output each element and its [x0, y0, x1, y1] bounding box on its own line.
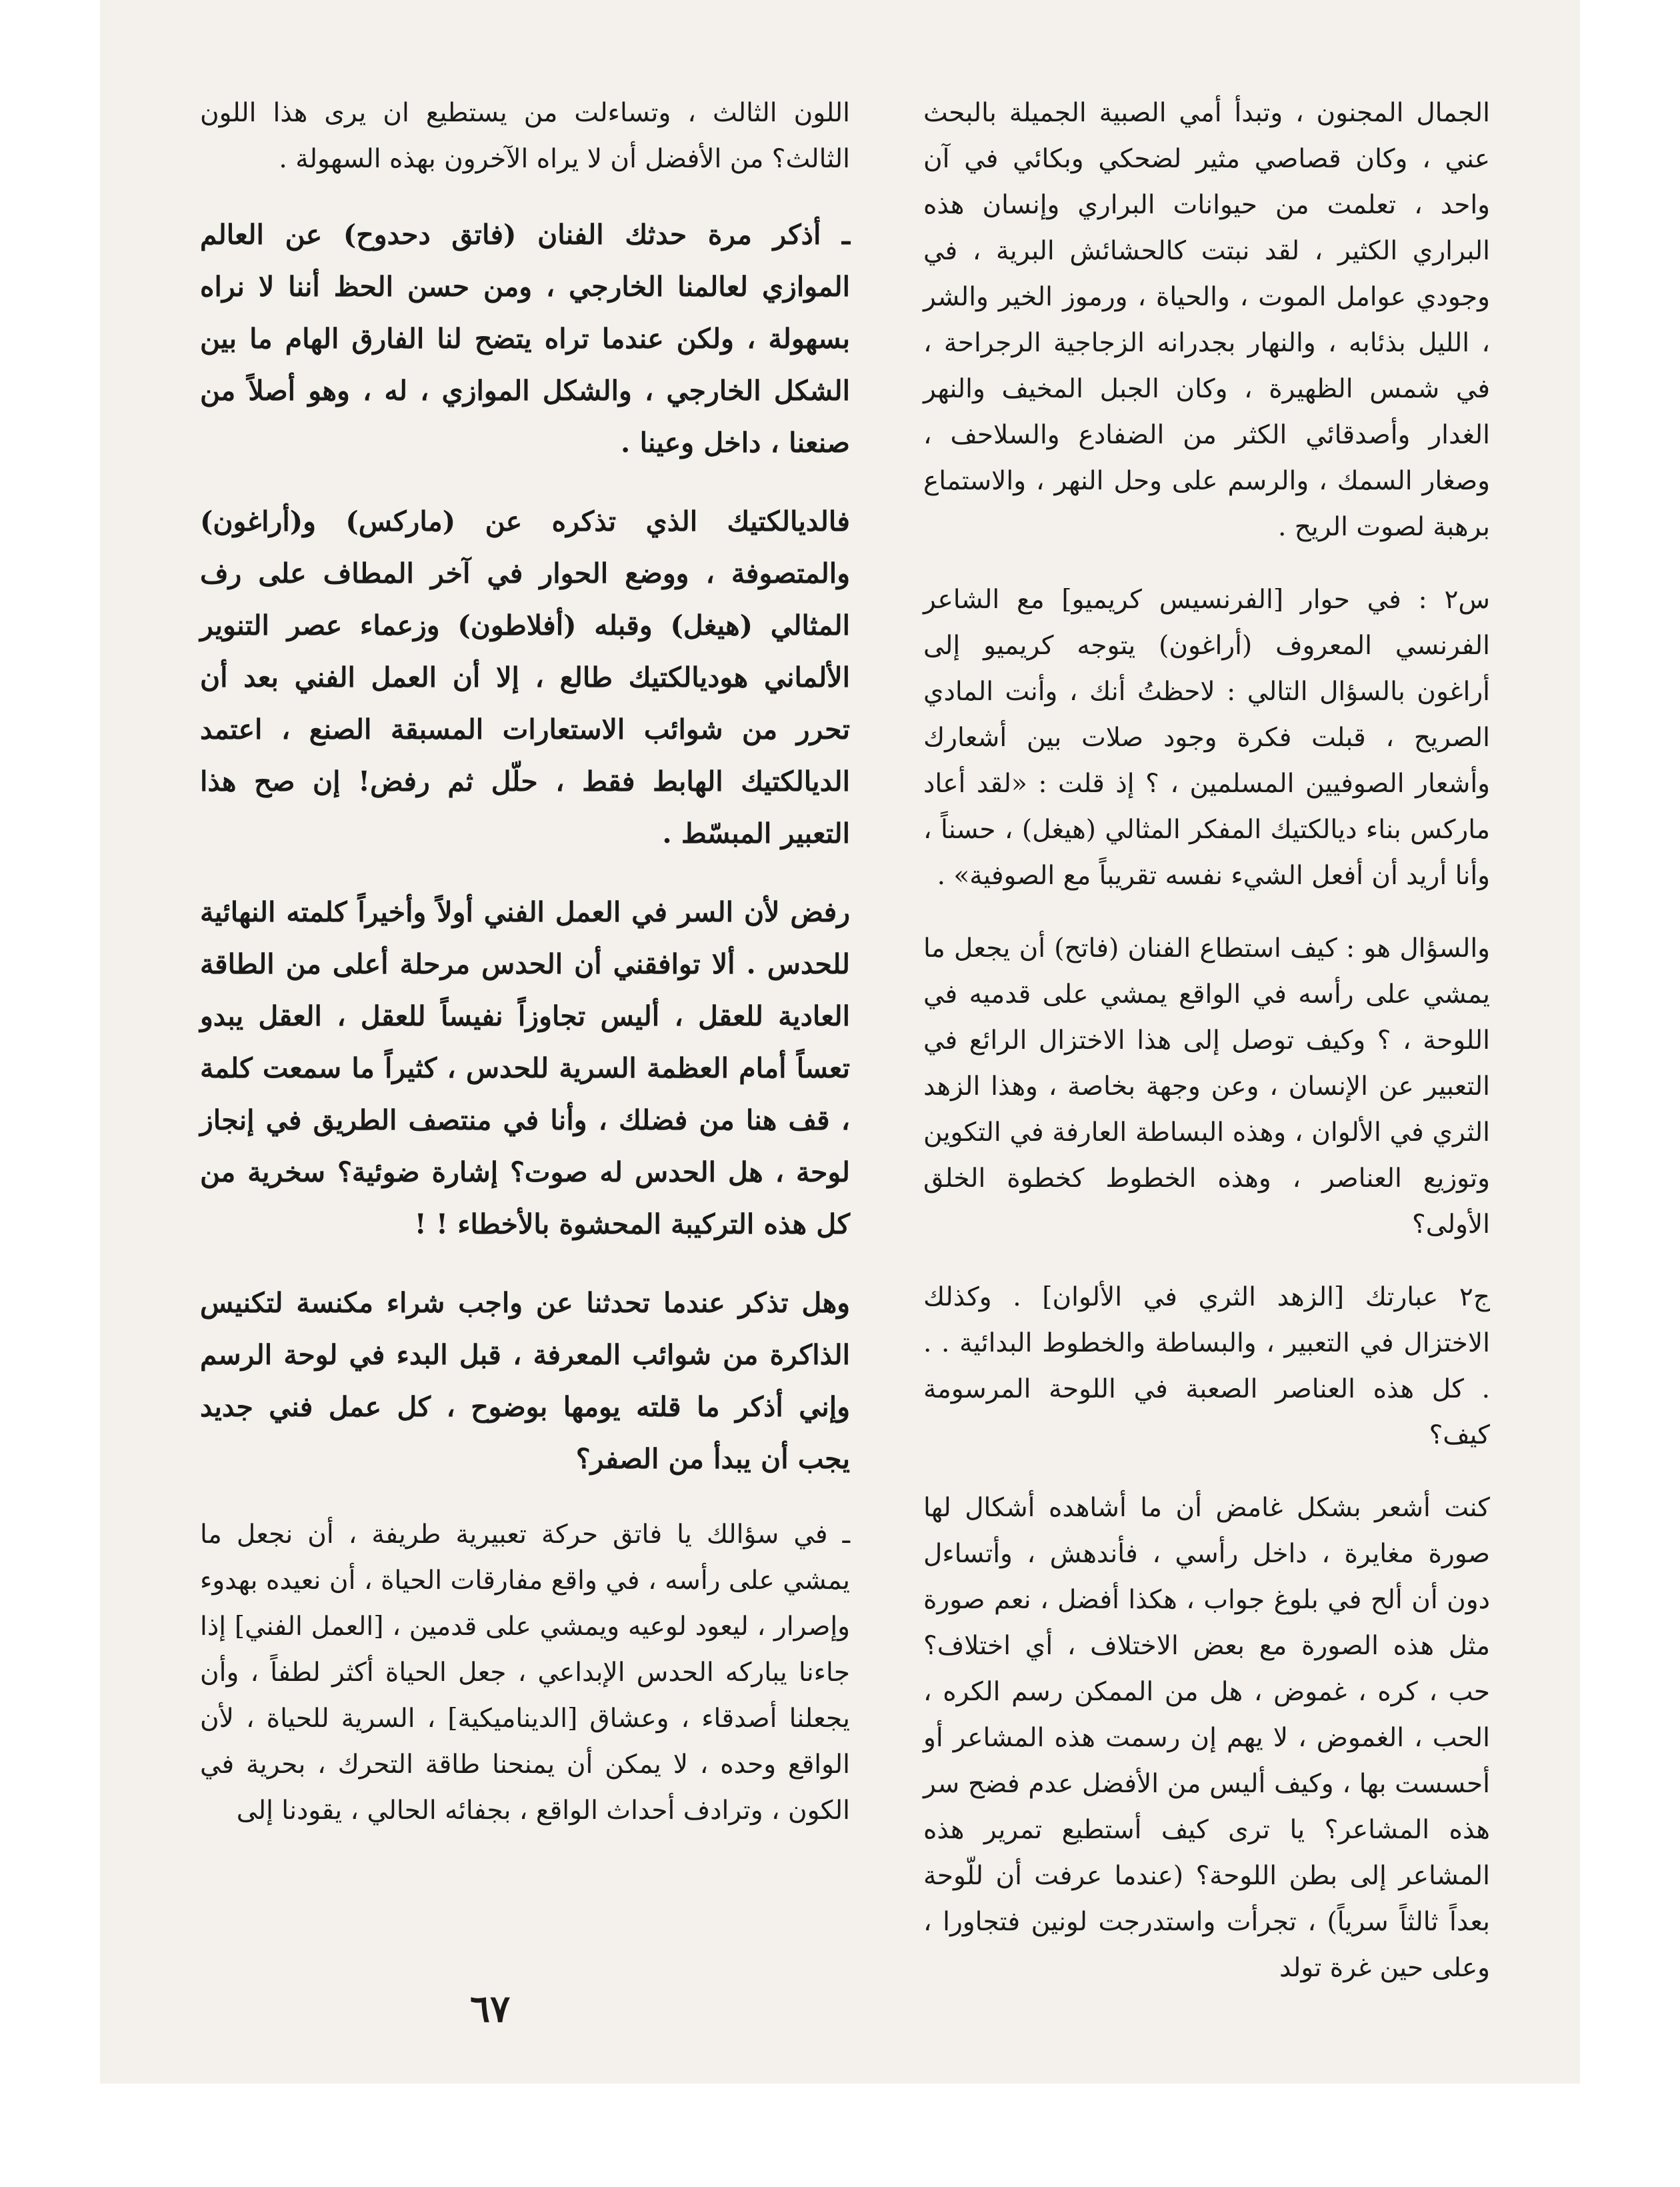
paragraph: اللون الثالث ، وتساءلت من يستطيع ان يرى هذا اللون الثالث؟ من الأفضل أن لا يراه الآخرون بهذه السهولة . — [200, 98, 850, 174]
paragraph: الجمال المجنون ، وتبدأ أمي الصبية الجميلة بالبحث عني ، وكان قصاصي مثير لضحكي وبكائي في آن واحد ، تعلمت من حيوانات البراري وإنسان هذه البراري الكثير ، لقد نبتت كالحشائش البرية ، في وجودي عوامل الموت ، والحياة ، ورموز الخير والشر ، الليل بذئابه ، والنهار بجدرانه الزجاجية الرجراحة ، في شمس الظهيرة ، وكان الجبل المخيف والنهر الغدار وأصدقائي الكثر من الضفادع والسلاحف ، وصغار السمك ، والرسم على وحل النهر ، والاستماع برهبة لصوت الريح . — [923, 98, 1490, 542]
page-number: ٦٧ — [470, 1987, 511, 2031]
paragraph: كنت أشعر بشكل غامض أن ما أشاهده أشكال لها صورة مغايرة ، داخل رأسي ، فأندهش ، وأتساءل دون أن ألح في بلوغ جواب ، هكذا أفضل ، نعم صورة مثل هذه الصورة مع بعض الاختلاف ، أي اختلاف؟ حب ، كره ، غموض ، هل من الممكن رسم الكره ، الحب ، الغموض ، لا يهم إن رسمت هذه المشاعر أو أحسست بها ، وكيف أليس من الأفضل عدم فضح سر هذه المشاعر؟ يا ترى كيف أستطيع تمرير هذه المشاعر إلى بطن اللوحة؟ (عندما عرفت أن للّوحة بعداً ثالثاً سرياً) ، تجرأت واستدرجت لونين فتجاورا ، وعلى حين غرة تولد — [923, 1493, 1490, 1983]
paragraph-bold: فالديالكتيك الذي تذكره عن (ماركس) و(أراغون) والمتصوفة ، ووضع الحوار في آخر المطاف على رف المثالي (هيغل) وقبله (أفلاطون) وزعماء عصر التنوير الألماني هوديالكتيك طالع ، إلا أن العمل الفني بعد أن تحرر من شوائب الاستعارات المسبقة الصنع ، اعتمد الديالكتيك الهابط فقط ، حلّل ثم رفض! إن صح هذا التعبير المبسّط . — [200, 505, 850, 849]
left-column — [200, 90, 850, 1860]
paragraph: ـ في سؤالك يا فاتق حركة تعبيرية طريفة ، أن نجعل ما يمشي على رأسه ، في واقع مفارقات الحياة ، أن نعيده بهدوء وإصرار ، ليعود لوعيه ويمشي على قدمين ، [العمل الفني] إذا جاءنا يباركه الحدس الإبداعي ، جعل الحياة أكثر لطفاً ، وأن يجعلنا أصدقاء ، وعشاق [الديناميكية] ، السرية للحياة ، لأن الواقع وحده ، لا يمكن أن يمنحنا طاقة التحرك ، بحرية في الكون ، وترادف أحداث الواقع ، بجفائه الحالي ، يقودنا إلى — [200, 1520, 850, 1826]
scan-margin — [0, 2084, 1680, 2187]
right-column — [923, 90, 1490, 2018]
paragraph: ج٢ عبارتك [الزهد الثري في الألوان] . وكذلك الاختزال في التعبير ، والبساطة والخطوط البدائية . . . كل هذه العناصر الصعبة في اللوحة المرسومة كيف؟ — [923, 1282, 1490, 1450]
book-page — [100, 0, 1580, 2084]
paragraph-bold: رفض لأن السر في العمل الفني أولاً وأخيراً كلمته النهائية للحدس . ألا توافقني أن الحدس مرحلة أعلى من الطاقة العادية للعقل ، أليس تجاوزاً نفيساً للعقل ، العقل يبدو تعساً أمام العظمة السرية للحدس ، كثيراً ما سمعت كلمة ، قف هنا من فضلك ، وأنا في منتصف الطريق في إنجاز لوحة ، هل الحدس له صوت؟ إشارة ضوئية؟ سخرية من كل هذه التركيبة المحشوة بالأخطاء ! ! — [200, 896, 850, 1240]
paragraph-bold: وهل تذكر عندما تحدثنا عن واجب شراء مكنسة لتكنيس الذاكرة من شوائب المعرفة ، قبل البدء في لوحة الرسم وإني أذكر ما قلته يومها بوضوح ، كل عمل فني جديد يجب أن يبدأ من الصفر؟ — [200, 1287, 850, 1475]
paragraph-bold: ـ أذكر مرة حدثك الفنان (فاتق دحدوح) عن العالم الموازي لعالمنا الخارجي ، ومن حسن الحظ أننا لا نراه بسهولة ، ولكن عندما تراه يتضح لنا الفارق الهام ما بين الشكل الخارجي ، والشكل الموازي ، له ، وهو أصلاً من صنعنا ، داخل وعينا . — [200, 219, 850, 459]
paragraph: والسؤال هو : كيف استطاع الفنان (فاتح) أن يجعل ما يمشي على رأسه في الواقع يمشي على قدميه في اللوحة ، ؟ وكيف توصل إلى هذا الاختزال الرائع في التعبير عن الإنسان ، وعن وجهة بخاصة ، وهذا الزهد الثري في الألوان ، وهذه البساطة العارفة في التكوين وتوزيع العناصر ، وهذه الخطوط كخطوة الخلق الأولى؟ — [923, 933, 1490, 1240]
paragraph: س٢ : في حوار [الفرنسيس كريميو] مع الشاعر الفرنسي المعروف (أراغون) يتوجه كريميو إلى أراغون بالسؤال التالي : لاحظتُ أنك ، وأنت المادي الصريح ، قبلت فكرة وجود صلات بين أشعارك وأشعار الصوفيين المسلمين ، ؟ إذ قلت : «لقد أعاد ماركس بناء ديالكتيك المفكر المثالي (هيغل) ، حسناً ، وأنا أريد أن أفعل الشيء نفسه تقريباً مع الصوفية» . — [923, 585, 1490, 891]
